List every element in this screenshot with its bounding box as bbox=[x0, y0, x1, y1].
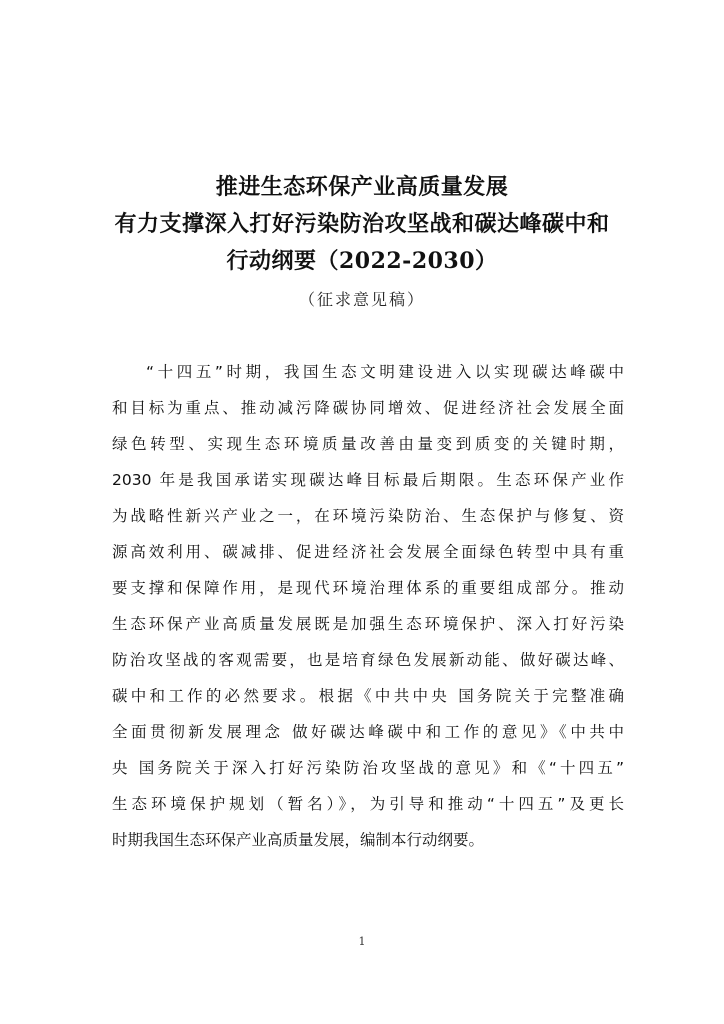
body-line-13: 生态环境保护规划（暂名）》，为引导和推动“十四五”及更长 bbox=[112, 795, 624, 813]
body-line-6: 源高效利用、碳减排、促进经济社会发展全面绿色转型中具有重 bbox=[112, 543, 624, 561]
body-line-3: 绿色转型、实现生态环境质量改善由量变到质变的关键时期， bbox=[112, 435, 624, 453]
body-line-7: 要支撑和保障作用，是现代环境治理体系的重要组成部分。推动 bbox=[112, 579, 624, 597]
body-line-11: 全面贯彻新发展理念 做好碳达峰碳中和工作的意见》《中共中 bbox=[112, 723, 624, 741]
subtitle-draft-notice: （征求意见稿） bbox=[298, 290, 425, 309]
body-line-14: 时期我国生态环保产业高质量发展，编制本行动纲要。 bbox=[112, 831, 485, 849]
body-line-5: 为战略性新兴产业之一，在环境污染防治、生态保护与修复、资 bbox=[112, 507, 624, 525]
title-line-3: 行动纲要（2022-2030） bbox=[226, 248, 498, 274]
body-line-12: 央 国务院关于深入打好污染防治攻坚战的意见》和《“十四五” bbox=[112, 759, 624, 777]
page-number: 1 bbox=[358, 935, 366, 948]
body-line-4: 2030 年是我国承诺实现碳达峰目标最后期限。生态环保产业作 bbox=[112, 471, 624, 489]
body-line-8: 生态环保产业高质量发展既是加强生态环境保护、深入打好污染 bbox=[112, 615, 624, 633]
title-line-1: 推进生态环保产业高质量发展 bbox=[215, 174, 509, 200]
body-line-2: 和目标为重点、推动减污降碳协同增效、促进经济社会发展全面 bbox=[112, 399, 624, 417]
body-line-1: “十四五”时期，我国生态文明建设进入以实现碳达峰碳中 bbox=[146, 363, 624, 381]
body-line-10: 碳中和工作的必然要求。根据《中共中央 国务院关于完整准确 bbox=[112, 687, 624, 705]
body-line-9: 防治攻坚战的客观需要，也是培育绿色发展新动能、做好碳达峰、 bbox=[112, 651, 624, 669]
title-line-2: 有力支撑深入打好污染防治攻坚战和碳达峰碳中和 bbox=[114, 211, 610, 237]
